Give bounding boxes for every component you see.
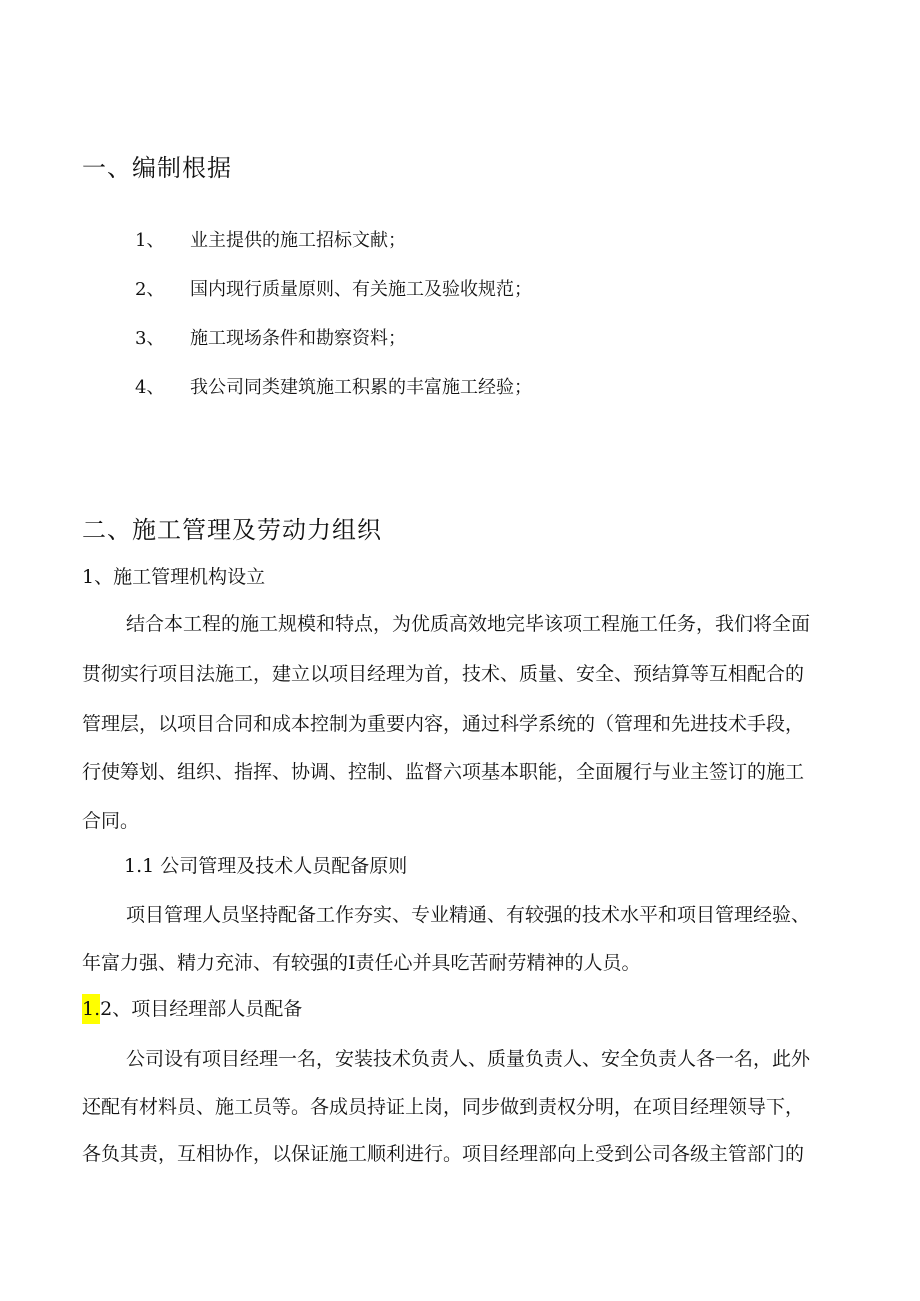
- list-item-text: 我公司同类建筑施工积累的丰富施工经验；: [190, 377, 532, 398]
- paragraph-line: 合同。: [82, 810, 140, 832]
- list-item: [135, 324, 406, 350]
- list-item-number: 2、: [135, 279, 165, 300]
- paragraph-line: 各负其责，互相协作，以保证施工顺利进行。项目经理部向上受到公司各级主管部门的: [82, 1143, 805, 1165]
- list-item: [135, 373, 532, 399]
- paragraph-line: 还配有材料员、施工员等。各成员持证上岗，同步做到责权分明，在项目经理领导下，: [82, 1096, 805, 1118]
- list-item-number: 3、: [135, 328, 165, 349]
- paragraph-line: 行使筹划、组织、指挥、协调、控制、监督六项基本职能，全面履行与业主签订的施工: [82, 761, 805, 783]
- subheading-1-2: [82, 994, 302, 1021]
- section-2-heading: 二、施工管理及劳动力组织: [82, 516, 382, 544]
- list-item-number: 4、: [135, 377, 165, 398]
- list-item-text: 施工现场条件和勘察资料；: [190, 328, 406, 349]
- paragraph-line: 公司设有项目经理一名，安装技术负责人、质量负责人、安全负责人各一名，此外: [126, 1048, 811, 1070]
- paragraph-line: 年富力强、精力充沛、有较强的I责任心并具吃苦耐劳精神的人员。: [82, 952, 641, 974]
- paragraph-line: 贯彻实行项目法施工，建立以项目经理为首，技术、质量、安全、预结算等互相配合的: [82, 663, 805, 685]
- subheading-1-1: 1.1 公司管理及技术人员配备原则: [124, 855, 408, 877]
- highlighted-number: 1.: [82, 994, 100, 1024]
- list-item: [135, 226, 406, 252]
- list-item: [135, 275, 532, 301]
- paragraph-line: 项目管理人员坚持配备工作夯实、专业精通、有较强的技术水平和项目管理经验、: [126, 904, 811, 926]
- paragraph-line: 结合本工程的施工规模和特点，为优质高效地完毕该项工程施工任务，我们将全面: [126, 613, 811, 635]
- paragraph-line: 管理层，以项目合同和成本控制为重要内容，通过科学系统的（管理和先进技术手段，: [82, 713, 805, 735]
- list-item-number: 1、: [135, 230, 165, 251]
- subheading-management-structure: 1、施工管理机构设立: [82, 566, 266, 588]
- list-item-text: 国内现行质量原则、有关施工及验收规范；: [190, 279, 532, 300]
- section-1-heading: 一、编制根据: [82, 154, 232, 182]
- list-item-text: 业主提供的施工招标文献；: [190, 230, 406, 251]
- subheading-1-2-text: 2、项目经理部人员配备: [100, 998, 303, 1020]
